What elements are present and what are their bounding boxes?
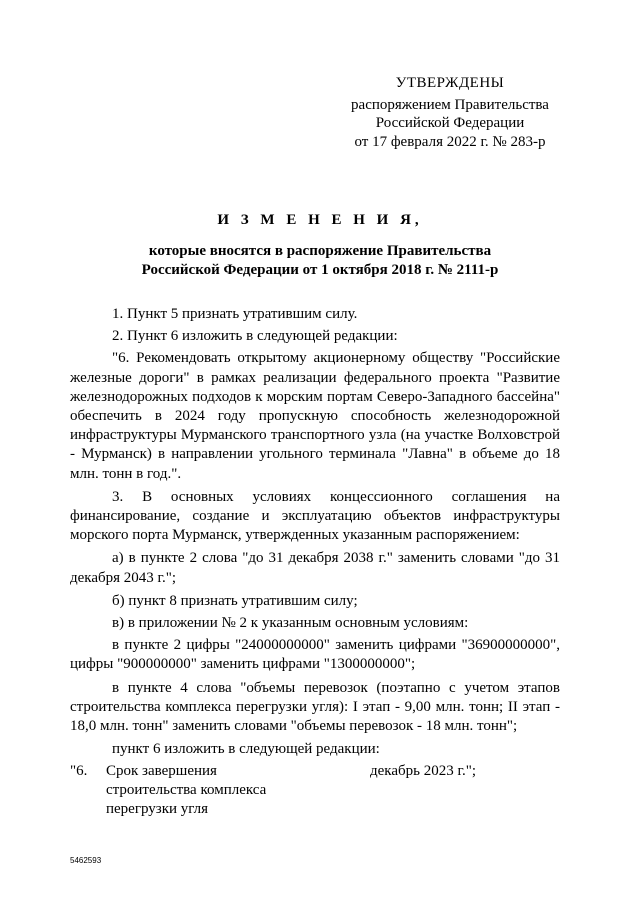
paragraph-3c-item-6: пункт 6 изложить в следующей редакции: xyxy=(112,741,380,758)
row-term xyxy=(106,762,370,819)
table-row xyxy=(70,762,560,819)
paragraph-2-text: "6. Рекомендовать открытому акционерному обществу "Российские железные дороги" в рамках реализации федерального проекта "Развитие железнодорожных подходов к морским портам Северо-Западного бассейна" обеспечить в 2024 году пропускную способность железнодорожной инфраструктуры Мурманского транспортного узла (на участке Волховстрой - Мурманск) в направлении угольного терминала "Лавна" в объеме до 18 млн. тонн в год.". xyxy=(70,350,560,482)
row-term-line-3: перегрузки угля xyxy=(106,801,209,818)
document-subtitle xyxy=(60,242,580,280)
subtitle-line-2: Российской Федерации от 1 октября 2018 г. № 2111-р xyxy=(141,262,499,278)
row-term-line-2: строительства комплекса xyxy=(106,782,267,799)
document-heading xyxy=(60,210,580,280)
approval-line-1: распоряжением Правительства xyxy=(351,96,549,113)
approval-line-3: от 17 февраля 2022 г. № 283-р xyxy=(354,133,546,150)
approval-title: УТВЕРЖДЕНЫ xyxy=(395,75,505,91)
row-term-line-1: Срок завершения xyxy=(106,763,217,780)
approval-block xyxy=(330,74,570,151)
paragraph-3b: б) пункт 8 признать утратившим силу; xyxy=(112,592,358,609)
document-body xyxy=(70,305,560,819)
subtitle-line-1: которые вносятся в распоряжение Правительства xyxy=(148,243,492,259)
approval-line-2: Российской Федерации xyxy=(375,115,525,131)
document-code: 5462593 xyxy=(70,856,102,865)
paragraph-3c-item-2: в пункте 2 цифры "24000000000" заменить цифрами "36900000000", цифры "900000000" заменить цифрами "1300000000"; xyxy=(70,637,560,673)
paragraph-1: 1. Пункт 5 признать утратившим силу. xyxy=(112,306,358,322)
paragraph-3c: в) в приложении № 2 к указанным основным условиям: xyxy=(112,615,469,632)
paragraph-3: 3. В основных условиях концессионного соглашения на финансирование, создание и эксплуатацию объектов инфраструктуры морского порта Мурманск, утвержденных указанным распоряжением: xyxy=(70,488,560,544)
document-title: И З М Е Н Е Н И Я, xyxy=(217,212,423,228)
row-number: "6. xyxy=(70,763,88,780)
paragraph-2: 2. Пункт 6 изложить в следующей редакции: xyxy=(112,328,398,345)
paragraph-3a: а) в пункте 2 слова "до 31 декабря 2038 г." заменить словами "до 31 декабря 2043 г."; xyxy=(70,550,560,586)
paragraph-3c-item-4: в пункте 4 слова "объемы перевозок (поэтапно с учетом этапов строительства комплекса перегрузки угля): I этап - 9,00 млн. тонн; II этап - 18,0 млн. тонн" заменить словами "объемы перевозок - 18 млн. тонн"; xyxy=(70,679,560,735)
row-value: декабрь 2023 г."; xyxy=(370,763,476,780)
